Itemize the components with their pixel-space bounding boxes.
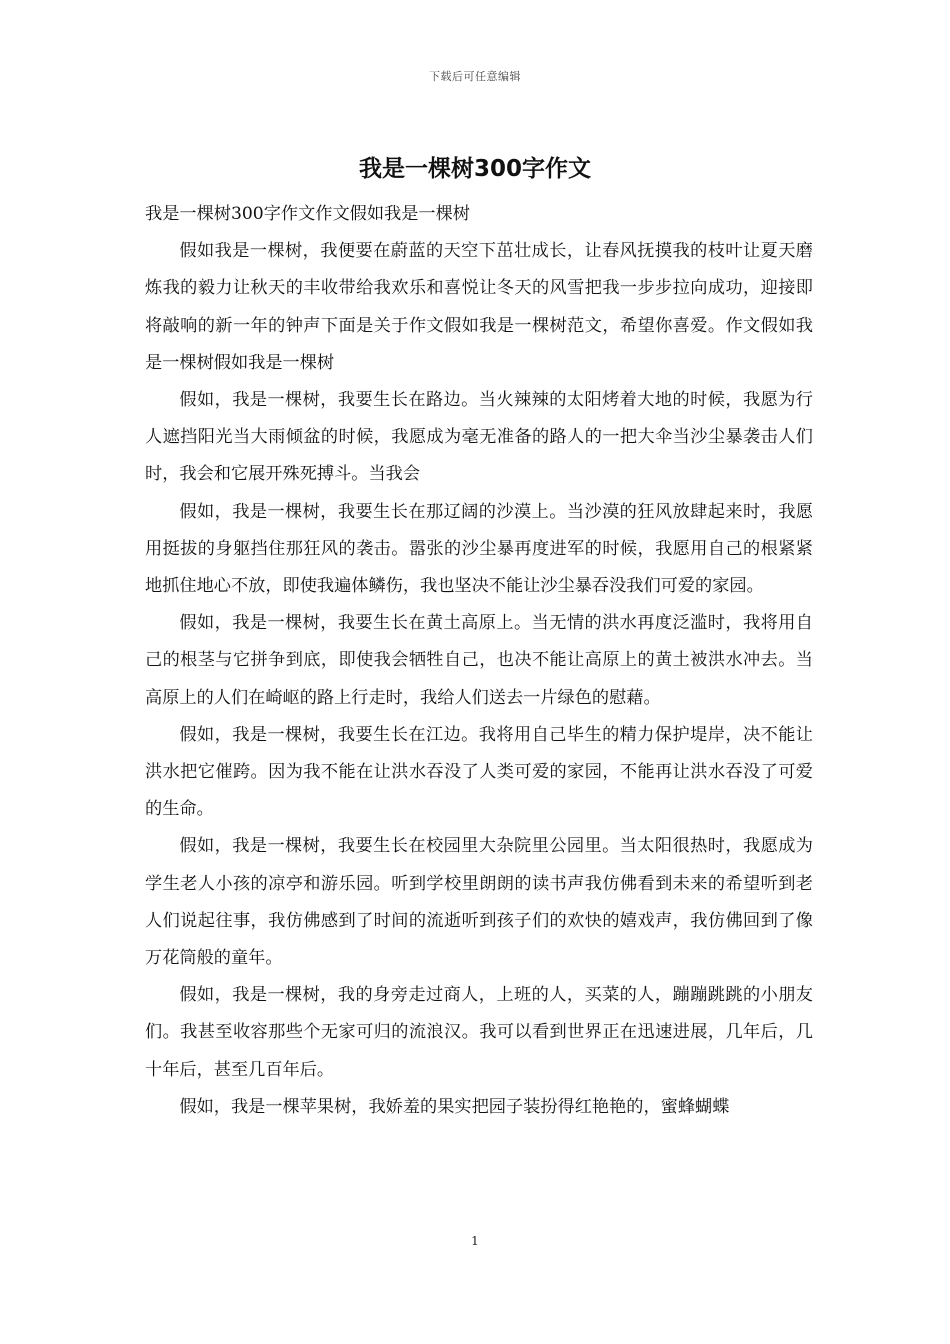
paragraph: 假如，我是一棵树，我的身旁走过商人，上班的人，买菜的人，蹦蹦跳跳的小朋友们。我甚至收容那些个无家可归的流浪汉。我可以看到世界正在迅速进展，几年后，几十年后，甚至几百年后。 <box>145 985 813 1080</box>
paragraph: 假如，我是一棵树，我要生长在江边。我将用自己毕生的精力保护堤岸，决不能让洪水把它催跨。因为我不能在让洪水吞没了人类可爱的家园，不能再让洪水吞没了可爱的生命。 <box>145 724 813 820</box>
paragraph: 假如，我是一棵树，我要生长在路边。当火辣辣的太阳烤着大地的时候，我愿为行人遮挡阳光当大雨倾盆的时候，我愿成为毫无准备的路人的一把大伞当沙尘暴袭击人们时，我会和它展开殊死搏斗。当我会 <box>145 390 813 485</box>
paragraph: 假如，我是一棵树，我要生长在校园里大杂院里公园里。当太阳很热时，我愿成为学生老人小孩的凉亭和游乐园。听到学校里朗朗的读书声我仿佛看到未来的希望听到老人们说起往事，我仿佛感到了时间的流逝听到孩子们的欢快的嬉戏声，我仿佛回到了像万花筒般的童年。 <box>145 836 813 969</box>
document-title: 我是一棵树300字作文 <box>358 156 591 182</box>
page-number: 1 <box>471 1234 479 1248</box>
paragraph: 假如，我是一棵树，我要生长在那辽阔的沙漠上。当沙漠的狂风放肆起来时，我愿用挺拔的身躯挡住那狂风的袭击。嚣张的沙尘暴再度进军的时候，我愿用自己的根紧紧地抓住地心不放，即使我遍体鳞伤，我也坚决不能让沙尘暴吞没我们可爱的家园。 <box>145 501 813 597</box>
paragraph: 假如，我是一棵树，我要生长在黄土高原上。当无情的洪水再度泛滥时，我将用自己的根茎与它拼争到底，即使我会牺牲自己，也决不能让高原上的黄土被洪水冲去。当高原上的人们在崎岖的路上行走时，我给人们送去一片绿色的慰藉。 <box>145 613 813 708</box>
header-note: 下载后可任意编辑 <box>429 70 521 83</box>
document-subtitle: 我是一棵树300字作文作文假如我是一棵树 <box>145 204 470 224</box>
paragraph: 假如，我是一棵苹果树，我娇羞的果实把园子装扮得红艳艳的，蜜蜂蝴蝶 <box>179 1096 730 1117</box>
document-body <box>145 196 813 1126</box>
paragraph: 假如我是一棵树，我便要在蔚蓝的天空下茁壮成长，让春风抚摸我的枝叶让夏天磨炼我的毅力让秋天的丰收带给我欢乐和喜悦让冬天的风雪把我一步步拉向成功，迎接即将敲响的新一年的钟声下面是关于作文假如我是一棵树范文，希望你喜爱。作文假如我是一棵树假如我是一棵树 <box>145 241 813 373</box>
